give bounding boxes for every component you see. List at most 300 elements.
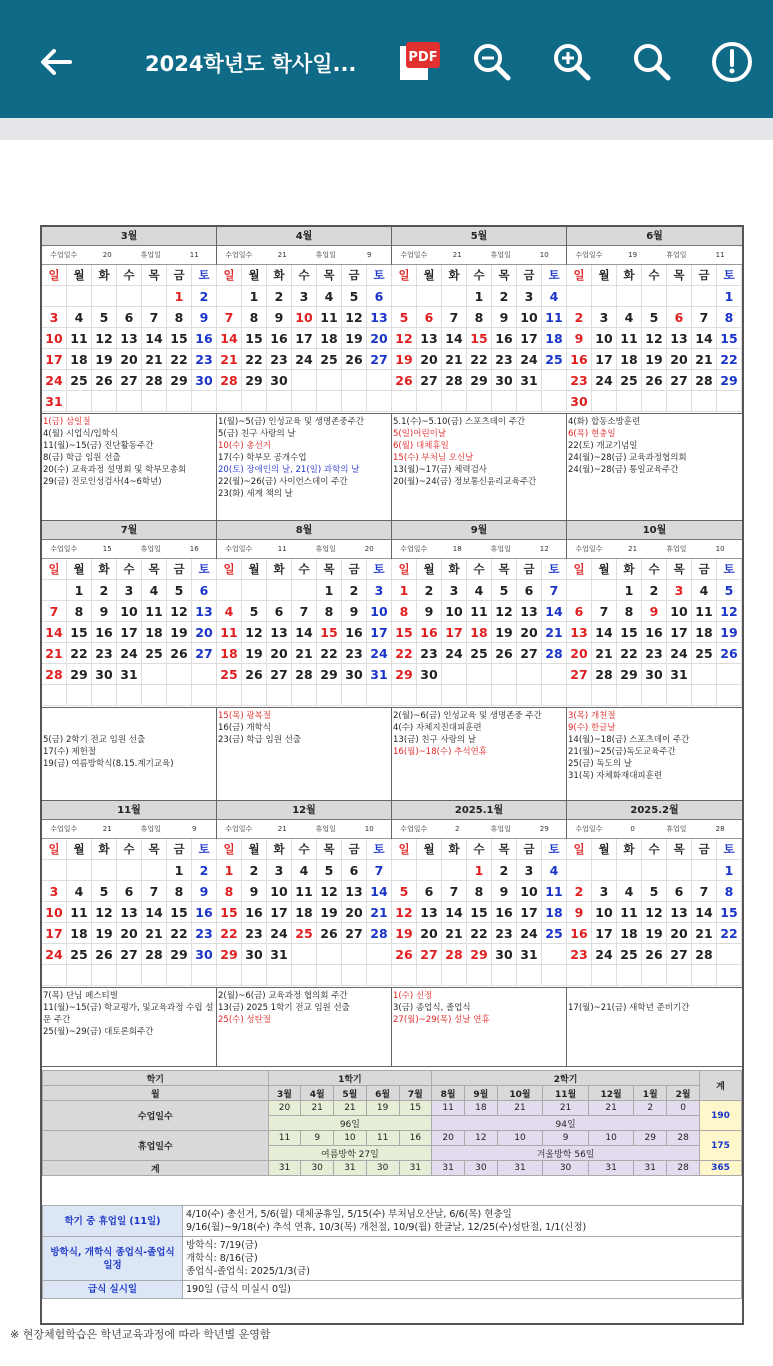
day-cell: 22 [392, 643, 417, 664]
day-cell: 28 [42, 664, 67, 685]
weekday-header: 월 [417, 265, 442, 286]
event-item: 25(수) 성탄절 [218, 1015, 271, 1025]
day-cell: 5 [342, 286, 367, 307]
day-cell: 31 [267, 944, 292, 965]
empty-day-cell [267, 965, 292, 986]
day-cell: 8 [217, 881, 242, 902]
day-cell: 30 [242, 944, 267, 965]
event-item: 7(목) 단님 페스티벌 [43, 991, 118, 1001]
event-item: 2(월)~6(금) 인성교육 및 생명존중 주간 [393, 711, 542, 721]
day-cell: 9 [92, 601, 117, 622]
day-cell: 20 [192, 622, 217, 643]
day-grid [42, 839, 216, 986]
day-cell: 19 [342, 328, 367, 349]
holiday-days-header: 휴업일수 [43, 1131, 269, 1161]
day-cell: 31 [667, 664, 692, 685]
weekday-header: 토 [192, 265, 217, 286]
weekday-header: 토 [542, 265, 567, 286]
events-cell [392, 708, 567, 800]
day-cell: 5 [167, 580, 192, 601]
event-item: 31(목) 자체화재대피훈련 [568, 771, 663, 781]
day-cell: 8 [167, 307, 192, 328]
day-cell: 5 [92, 881, 117, 902]
day-cell: 14 [592, 622, 617, 643]
events-row [42, 707, 742, 801]
total-days-cell: 31 [432, 1161, 465, 1176]
event-item: 15(수) 부처님 오신날 [393, 453, 474, 463]
day-cell: 29 [67, 664, 92, 685]
events-cell [217, 414, 392, 520]
day-cell: 5 [392, 307, 417, 328]
day-cell: 3 [517, 860, 542, 881]
summary-month: 6월 [366, 1086, 399, 1101]
day-cell: 29 [242, 370, 267, 391]
event-item: 11(월)~15(금) 학교평가, 및교육과정 수립 설문 주간 [43, 1003, 214, 1025]
summary-month: 4월 [301, 1086, 334, 1101]
weekday-header: 수 [467, 839, 492, 860]
empty-day-cell [442, 685, 467, 706]
day-cell: 29 [317, 664, 342, 685]
day-cell: 5 [92, 307, 117, 328]
day-cell: 3 [42, 881, 67, 902]
day-cell: 20 [117, 923, 142, 944]
weekday-header: 일 [392, 839, 417, 860]
day-cell: 22 [167, 923, 192, 944]
empty-day-cell [242, 391, 267, 412]
empty-day-cell [717, 664, 742, 685]
day-cell: 2 [417, 580, 442, 601]
event-item: 3(목) 개천절 [568, 711, 616, 721]
month-calendar [567, 801, 742, 986]
day-cell: 15 [717, 902, 742, 923]
day-cell: 5 [642, 307, 667, 328]
events-cell [567, 988, 742, 1066]
school-days-label: 수업일수 [50, 825, 78, 833]
total-days-cell: 31 [588, 1161, 634, 1176]
day-grid [217, 839, 391, 986]
school-days-cell: 15 [399, 1101, 432, 1116]
weekday-header: 수 [117, 265, 142, 286]
day-cell: 4 [67, 307, 92, 328]
month-title: 5월 [392, 227, 566, 246]
holiday-days-label: 휴업일 [490, 825, 511, 833]
month-title: 6월 [567, 227, 742, 246]
day-cell: 27 [667, 370, 692, 391]
holiday-days-value: 9 [192, 825, 197, 833]
weekday-header: 화 [442, 265, 467, 286]
school-days-header: 수업일수 [43, 1101, 269, 1131]
summary-month: 2월 [667, 1086, 700, 1101]
empty-day-cell [367, 965, 392, 986]
day-cell: 8 [717, 307, 742, 328]
day-cell: 17 [267, 902, 292, 923]
empty-day-cell [317, 944, 342, 965]
day-cell: 1 [467, 860, 492, 881]
day-cell: 10 [42, 902, 67, 923]
weekday-header: 일 [42, 839, 67, 860]
school-days-label: 수업일수 [400, 545, 428, 553]
day-cell: 4 [292, 860, 317, 881]
day-cell: 20 [342, 902, 367, 923]
day-cell: 19 [167, 622, 192, 643]
empty-day-cell [417, 391, 442, 412]
holiday-days-value: 11 [189, 251, 199, 259]
day-cell: 16 [267, 328, 292, 349]
school-days-sem1: 96일 [268, 1116, 432, 1131]
day-cell: 8 [392, 601, 417, 622]
info-value [183, 1206, 742, 1237]
empty-day-cell [192, 664, 217, 685]
day-cell: 3 [267, 860, 292, 881]
events-cell [392, 414, 567, 520]
day-cell: 4 [317, 286, 342, 307]
day-cell: 14 [292, 622, 317, 643]
holiday-days-label: 휴업일 [315, 825, 336, 833]
empty-day-cell [217, 685, 242, 706]
semester-2: 2학기 [432, 1071, 700, 1086]
event-item: 24(월)~28(금) 교육과정협의회 [568, 453, 687, 463]
day-cell: 30 [192, 370, 217, 391]
event-item: 29(금) 진로인성검사(4~6학년) [43, 477, 162, 487]
empty-day-cell [67, 860, 92, 881]
search-icon[interactable] [630, 40, 674, 84]
academic-calendar [40, 225, 744, 1325]
empty-day-cell [342, 965, 367, 986]
day-cell: 14 [367, 881, 392, 902]
day-cell: 1 [717, 286, 742, 307]
day-cell: 29 [717, 370, 742, 391]
day-cell: 14 [42, 622, 67, 643]
day-cell: 6 [342, 860, 367, 881]
empty-day-cell [142, 860, 167, 881]
day-cell: 17 [667, 622, 692, 643]
day-cell: 4 [142, 580, 167, 601]
day-cell: 27 [417, 944, 442, 965]
event-item [43, 722, 215, 734]
day-cell: 22 [467, 923, 492, 944]
empty-day-cell [117, 391, 142, 412]
day-cell: 28 [292, 664, 317, 685]
day-cell: 30 [92, 664, 117, 685]
day-cell: 10 [592, 902, 617, 923]
day-cell: 27 [192, 643, 217, 664]
holiday-days-cell: 29 [634, 1131, 667, 1146]
day-cell: 6 [517, 580, 542, 601]
day-cell: 24 [367, 643, 392, 664]
day-cell: 7 [692, 881, 717, 902]
school-days-value: 11 [277, 545, 287, 553]
empty-day-cell [367, 944, 392, 965]
weekday-header: 토 [192, 839, 217, 860]
weekday-header: 금 [692, 839, 717, 860]
day-cell: 18 [617, 349, 642, 370]
day-cell: 6 [417, 881, 442, 902]
empty-day-cell [242, 965, 267, 986]
school-days-value: 19 [628, 251, 638, 259]
month-calendar [217, 801, 392, 986]
holiday-days-label: 휴업일 [666, 545, 687, 553]
empty-day-cell [342, 944, 367, 965]
day-cell: 4 [467, 580, 492, 601]
summary-table [42, 1070, 742, 1176]
holiday-days-value: 10 [364, 825, 374, 833]
weekday-header: 목 [492, 839, 517, 860]
month-stats [392, 820, 566, 839]
day-cell: 24 [517, 349, 542, 370]
weekday-header: 금 [692, 559, 717, 580]
day-cell: 19 [642, 923, 667, 944]
day-cell: 25 [617, 370, 642, 391]
empty-day-cell [692, 391, 717, 412]
day-cell: 18 [142, 622, 167, 643]
empty-day-cell [542, 965, 567, 986]
event-item: 14(월)~18(금) 스포츠데이 주간 [568, 735, 690, 745]
empty-day-cell [417, 860, 442, 881]
day-cell: 15 [167, 902, 192, 923]
day-cell: 9 [492, 881, 517, 902]
zoom-in-icon[interactable] [550, 40, 594, 84]
empty-day-cell [592, 965, 617, 986]
day-cell: 20 [517, 622, 542, 643]
summary-month: 7월 [399, 1086, 432, 1101]
event-item: 6(목) 현충일 [568, 429, 616, 439]
day-cell: 25 [67, 944, 92, 965]
weekday-header: 금 [167, 559, 192, 580]
day-cell: 15 [617, 622, 642, 643]
day-cell: 9 [342, 601, 367, 622]
day-cell: 6 [192, 580, 217, 601]
day-cell: 20 [667, 349, 692, 370]
event-item: 4(수) 자체지진대피훈련 [393, 723, 482, 733]
day-cell: 18 [292, 902, 317, 923]
weekday-header: 토 [367, 265, 392, 286]
day-grid [42, 265, 216, 412]
holiday-days-value: 11 [715, 251, 725, 259]
back-arrow-icon[interactable] [36, 42, 76, 82]
empty-day-cell [367, 685, 392, 706]
day-cell: 16 [642, 622, 667, 643]
semester-1: 1학기 [268, 1071, 432, 1086]
day-cell: 12 [92, 902, 117, 923]
holiday-days-label: 휴업일 [315, 545, 336, 553]
day-cell: 15 [467, 902, 492, 923]
empty-day-cell [117, 685, 142, 706]
empty-day-cell [692, 286, 717, 307]
weekday-header: 월 [242, 265, 267, 286]
day-cell: 19 [392, 349, 417, 370]
month-stats [42, 246, 216, 265]
weekday-header: 목 [492, 559, 517, 580]
day-cell: 13 [517, 601, 542, 622]
day-cell: 31 [517, 370, 542, 391]
day-cell: 28 [692, 370, 717, 391]
empty-day-cell [392, 965, 417, 986]
weekday-header: 수 [642, 265, 667, 286]
total-header: 계 [700, 1071, 742, 1101]
day-cell: 3 [117, 580, 142, 601]
day-cell: 29 [467, 944, 492, 965]
empty-day-cell [192, 391, 217, 412]
month-title: 7월 [42, 521, 216, 540]
info-row [43, 1206, 742, 1237]
weekday-header: 일 [217, 839, 242, 860]
day-cell: 10 [292, 307, 317, 328]
weekday-header: 금 [342, 559, 367, 580]
day-cell: 24 [117, 643, 142, 664]
day-cell: 8 [242, 307, 267, 328]
day-cell: 23 [417, 643, 442, 664]
day-cell: 4 [617, 307, 642, 328]
event-item: 23(금) 학급 임원 선출 [218, 735, 302, 745]
empty-day-cell [542, 685, 567, 706]
empty-day-cell [192, 965, 217, 986]
day-cell: 13 [667, 902, 692, 923]
day-cell: 22 [467, 349, 492, 370]
weekday-header: 일 [392, 559, 417, 580]
day-cell: 26 [317, 923, 342, 944]
day-cell: 5 [392, 881, 417, 902]
weekday-header: 목 [317, 559, 342, 580]
day-cell: 27 [417, 370, 442, 391]
day-cell: 22 [67, 643, 92, 664]
day-cell: 14 [217, 328, 242, 349]
info-line: 개학식: 8/16(금) [186, 1253, 258, 1264]
day-cell: 2 [567, 307, 592, 328]
day-cell: 11 [617, 328, 642, 349]
weekday-header: 금 [167, 839, 192, 860]
day-cell: 22 [167, 349, 192, 370]
day-cell: 2 [192, 286, 217, 307]
day-cell: 15 [392, 622, 417, 643]
day-cell: 11 [67, 902, 92, 923]
holiday-days-label: 휴업일 [140, 545, 161, 553]
empty-day-cell [67, 965, 92, 986]
day-cell: 28 [217, 370, 242, 391]
weekday-header: 목 [667, 839, 692, 860]
weekday-header: 월 [592, 839, 617, 860]
empty-day-cell [667, 391, 692, 412]
weekday-header: 목 [142, 559, 167, 580]
day-cell: 1 [67, 580, 92, 601]
day-cell: 13 [417, 902, 442, 923]
empty-day-cell [117, 286, 142, 307]
event-item: 4(화) 합동소방훈련 [568, 417, 641, 427]
day-cell: 12 [92, 328, 117, 349]
day-cell: 13 [417, 328, 442, 349]
day-cell: 24 [292, 349, 317, 370]
weekday-header: 화 [267, 559, 292, 580]
school-days-value: 20 [102, 251, 112, 259]
day-cell: 5 [717, 580, 742, 601]
empty-day-cell [392, 685, 417, 706]
empty-day-cell [292, 370, 317, 391]
summary-month: 9월 [464, 1086, 497, 1101]
month-header: 월 [43, 1086, 269, 1101]
day-cell: 10 [367, 601, 392, 622]
day-cell: 19 [717, 622, 742, 643]
event-item: 17(월)~21(금) 새학년 준비기간 [568, 1003, 690, 1013]
school-days-cell: 2 [634, 1101, 667, 1116]
weekday-header: 토 [367, 559, 392, 580]
empty-day-cell [642, 965, 667, 986]
holiday-days-label: 휴업일 [490, 545, 511, 553]
events-cell [392, 988, 567, 1066]
day-cell: 18 [317, 328, 342, 349]
day-cell: 17 [517, 328, 542, 349]
empty-day-cell [692, 860, 717, 881]
winter-vacation: 겨울방학 56일 [432, 1146, 700, 1161]
weekday-header: 수 [292, 559, 317, 580]
empty-day-cell [667, 286, 692, 307]
day-cell: 26 [392, 944, 417, 965]
day-cell: 10 [592, 328, 617, 349]
month-title: 4월 [217, 227, 391, 246]
day-cell: 24 [592, 370, 617, 391]
school-days-label: 수업일수 [225, 545, 253, 553]
weekday-header: 목 [317, 839, 342, 860]
day-cell: 6 [367, 286, 392, 307]
day-cell: 19 [317, 902, 342, 923]
day-cell: 7 [542, 580, 567, 601]
pdf-icon[interactable] [398, 40, 442, 84]
day-cell: 7 [442, 307, 467, 328]
day-cell: 27 [667, 944, 692, 965]
day-cell: 8 [167, 881, 192, 902]
event-item: 20(수) 교육과정 설명회 및 학부모총회 [43, 465, 187, 475]
day-cell: 8 [617, 601, 642, 622]
empty-day-cell [692, 965, 717, 986]
day-cell: 14 [442, 902, 467, 923]
svg-text:PDF: PDF [408, 50, 438, 65]
day-cell: 29 [467, 370, 492, 391]
day-cell: 29 [167, 944, 192, 965]
day-cell: 10 [42, 328, 67, 349]
info-value [183, 1281, 742, 1299]
weekday-header: 월 [417, 839, 442, 860]
empty-day-cell [292, 944, 317, 965]
summary-month: 8월 [432, 1086, 465, 1101]
info-line: 방학식: 7/19(금) [186, 1240, 258, 1251]
day-cell: 12 [492, 601, 517, 622]
day-cell: 12 [392, 328, 417, 349]
day-cell: 28 [367, 923, 392, 944]
day-cell: 17 [117, 622, 142, 643]
info-row [43, 1281, 742, 1299]
school-days-label: 수업일수 [575, 545, 603, 553]
holiday-days-value: 28 [715, 825, 725, 833]
total-days-cell: 31 [399, 1161, 432, 1176]
day-cell: 14 [442, 328, 467, 349]
grand-total: 365 [700, 1161, 742, 1176]
day-cell: 3 [42, 307, 67, 328]
day-cell: 17 [442, 622, 467, 643]
event-item: 11(월)~15(금) 진단활동주간 [43, 441, 154, 451]
info-icon[interactable] [710, 40, 754, 84]
day-cell: 7 [42, 601, 67, 622]
event-item: 16(월)~18(수) 추석연휴 [393, 747, 487, 757]
empty-day-cell [142, 685, 167, 706]
day-cell: 1 [242, 286, 267, 307]
empty-day-cell [242, 580, 267, 601]
day-cell: 1 [217, 860, 242, 881]
empty-day-cell [142, 965, 167, 986]
day-cell: 7 [367, 860, 392, 881]
empty-day-cell [717, 391, 742, 412]
empty-day-cell [317, 965, 342, 986]
zoom-out-icon[interactable] [470, 40, 514, 84]
empty-day-cell [242, 685, 267, 706]
weekday-header: 일 [567, 559, 592, 580]
